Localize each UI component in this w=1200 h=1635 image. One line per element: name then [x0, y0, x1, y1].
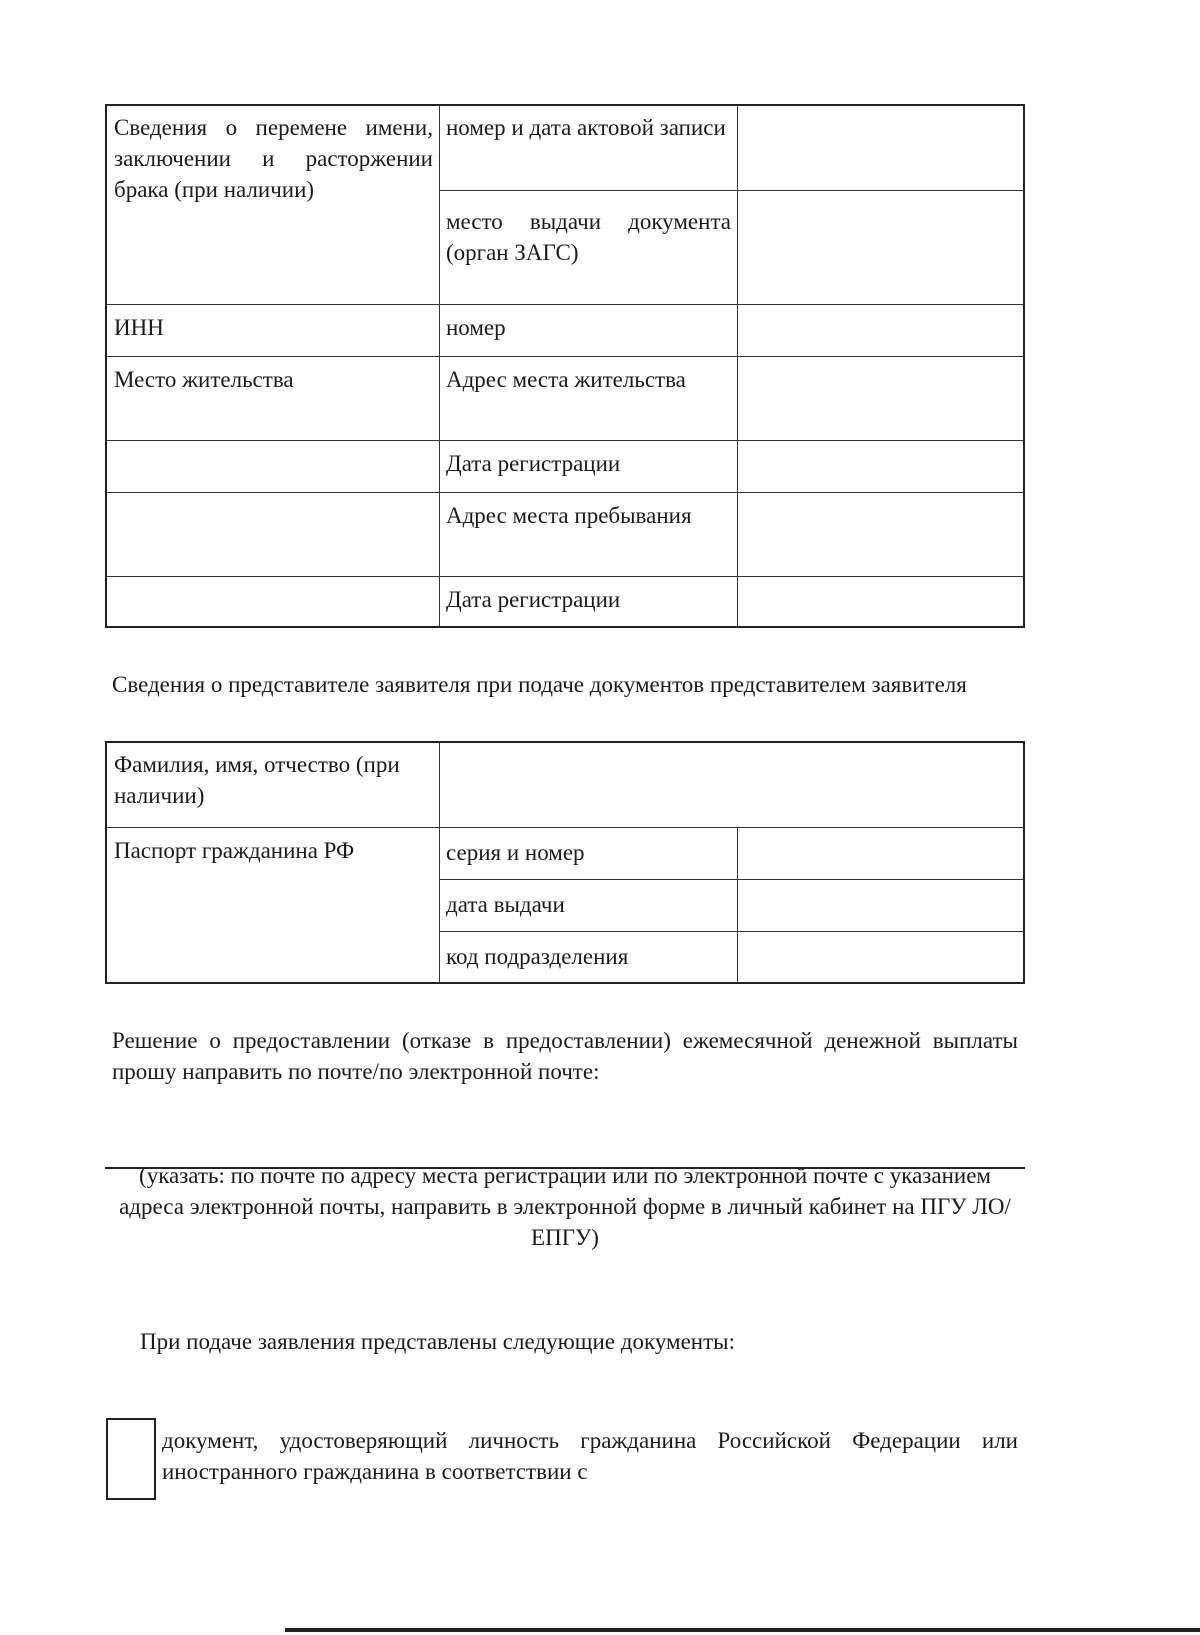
residence-address-label: Адрес места жительства	[446, 367, 686, 392]
division-code-input[interactable]	[737, 931, 1023, 982]
document-item-text: документ, удостоверяющий личность гражданина Российской Федерации или иностранного гражданина в соответствии с	[162, 1428, 1018, 1484]
documents-heading: При подаче заявления представлены следующие документы:	[140, 1329, 735, 1354]
representative-name-input[interactable]	[439, 743, 1023, 827]
stay-extra-cell[interactable]	[107, 492, 439, 576]
delivery-hint: (указать: по почте по адресу места регистрации или по электронной почте с указанием адреса электронной почты, направить в электронной форме в личный кабинет на ПГУ ЛО/ЕПГУ)	[119, 1163, 1011, 1250]
document-checkbox[interactable]	[106, 1418, 156, 1500]
representative-table	[105, 741, 1025, 984]
inn-label: ИНН	[114, 315, 164, 340]
act-record-label: номер и дата актовой записи	[446, 115, 726, 140]
series-number-label: серия и номер	[446, 840, 585, 865]
page-bottom-edge	[285, 1628, 1200, 1632]
representative-name-label: Фамилия, имя, отчество (при наличии)	[114, 752, 400, 808]
division-code-label: код подразделения	[446, 944, 629, 969]
registration-date-label: Дата регистрации	[446, 451, 621, 476]
stay-address-input[interactable]	[737, 492, 1023, 576]
residence-label: Место жительства	[114, 367, 294, 392]
issue-place-input[interactable]	[737, 190, 1023, 304]
decision-paragraph: Решение о предоставлении (отказе в предоставлении) ежемесячной денежной выплаты прошу направить по почте/по электронной почте:	[112, 1028, 1018, 1084]
residence-address-input[interactable]	[737, 356, 1023, 440]
stay-registration-date-input[interactable]	[737, 576, 1023, 626]
inn-number-input[interactable]	[737, 304, 1023, 356]
act-record-input[interactable]	[737, 106, 1023, 190]
issue-place-label: место выдачи документа (орган ЗАГС)	[446, 209, 731, 265]
issue-date-label: дата выдачи	[446, 892, 565, 917]
marriage-info-label: Сведения о перемене имени, заключении и расторжении брака (при наличии)	[114, 115, 433, 202]
registration-date-input[interactable]	[737, 440, 1023, 492]
series-number-input[interactable]	[737, 827, 1023, 879]
representative-heading: Сведения о представителе заявителя при подаче документов представителем заявителя	[112, 672, 967, 697]
inn-number-label: номер	[446, 315, 506, 340]
issue-date-input[interactable]	[737, 879, 1023, 931]
stay-address-label: Адрес места пребывания	[446, 503, 692, 528]
marriage-residence-table	[105, 104, 1025, 628]
residence-extra-cell[interactable]	[107, 440, 439, 492]
stay-date-extra-cell[interactable]	[107, 576, 439, 626]
stay-registration-date-label: Дата регистрации	[446, 587, 621, 612]
passport-label: Паспорт гражданина РФ	[114, 838, 355, 863]
